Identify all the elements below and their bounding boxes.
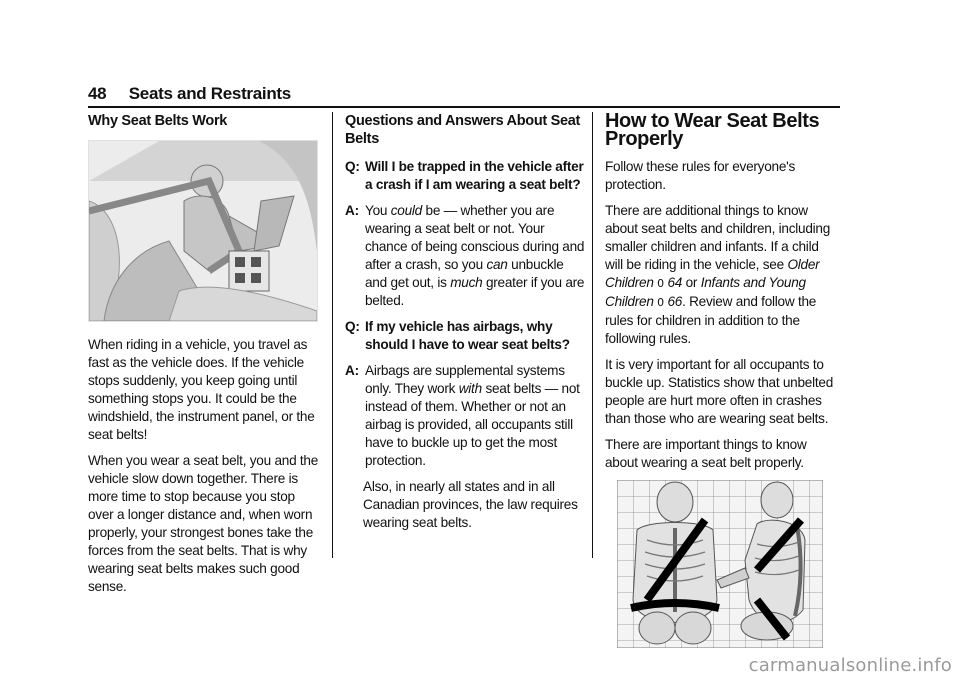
page-ref-icon: 0 xyxy=(657,296,664,309)
column-divider xyxy=(592,112,593,558)
watermark: carmanualsonline.info xyxy=(748,655,952,676)
column-divider xyxy=(332,112,333,558)
answer-tag: A: xyxy=(345,363,359,378)
answer-fragment: unbuckle and get out, is xyxy=(365,257,564,290)
page-number: 48 xyxy=(88,84,107,103)
page-header xyxy=(88,84,840,108)
skeleton-seat-belt-illustration xyxy=(617,480,823,648)
answer-tag: A: xyxy=(345,203,359,218)
question-item xyxy=(345,158,585,194)
section-title: Seats and Restraints xyxy=(128,84,291,103)
answer-item xyxy=(345,202,585,310)
answer-fragment: greater if you are belted. xyxy=(365,275,585,308)
answer-fragment: seat belts — not instead of them. Whether or not an airbag is provided, all occupants still have to buckle up to get the most protection. xyxy=(365,381,580,468)
paragraph: It is very important for all occupants to buckle up. Statistics show that unbelted people are hurt more often in crashes than those who are wearing seat belts. xyxy=(605,357,834,426)
link-page: 64 xyxy=(667,275,683,290)
question-tag: Q: xyxy=(345,319,360,334)
answer-fragment: You xyxy=(365,203,388,218)
answer-emphasis: can xyxy=(486,257,508,272)
column-wear-properly xyxy=(605,112,840,648)
page-ref-icon: 0 xyxy=(657,277,664,290)
answer-fragment: Airbags are supplemental systems only. They work xyxy=(365,363,565,396)
crash-illustration xyxy=(88,140,318,322)
column-questions-answers xyxy=(345,112,585,540)
answer-emphasis: could xyxy=(390,203,422,218)
question-text: Will I be trapped in the vehicle after a crash if I am wearing a seat belt? xyxy=(365,159,584,192)
paragraph-fragment: There are additional things to know about seat belts and children, including smaller children and infants. If a child will be riding in the vehicle, see xyxy=(605,203,831,272)
answer-emphasis: much xyxy=(450,275,483,290)
skeleton-belt-image xyxy=(617,480,823,648)
column-why-seat-belts xyxy=(88,112,320,604)
question-item xyxy=(345,318,585,354)
link-page: 66 xyxy=(667,294,683,309)
heading-questions-answers: Questions and Answers About Seat Belts xyxy=(345,113,581,147)
answer-fragment: be — whether you are wearing a seat belt or not. Your chance of being conscious during and after a crash, so you xyxy=(365,203,585,272)
paragraph-fragment: or xyxy=(685,275,698,290)
answer-text xyxy=(365,202,585,310)
crash-test-dummy-image xyxy=(89,141,317,321)
heading-wear-properly: How to Wear Seat Belts Properly xyxy=(605,110,820,150)
paragraph: There are important things to know about wearing a seat belt properly. xyxy=(605,437,807,470)
heading-why-seat-belts: Why Seat Belts Work xyxy=(88,113,228,129)
question-text: If my vehicle has airbags, why should I have to wear seat belts? xyxy=(365,319,570,352)
answer-item xyxy=(345,362,585,470)
link-text: Infants and Young Children xyxy=(605,275,806,309)
paragraph-children xyxy=(605,202,840,348)
paragraph: Follow these rules for everyone's protection. xyxy=(605,159,796,192)
question-tag: Q: xyxy=(345,159,360,174)
answer-emphasis: with xyxy=(458,381,482,396)
paragraph-fragment: . Review and follow the rules for children in addition to the following rules. xyxy=(605,294,817,346)
answer-continuation: Also, in nearly all states and in all Canadian provinces, the law requires wearing seat belts. xyxy=(363,479,578,530)
link-text: Older Children xyxy=(605,257,820,290)
paragraph: When riding in a vehicle, you travel as fast as the vehicle does. If the vehicle stops suddenly, you keep going until something stops you. It could be the windshield, the instrument panel, or the seat belts! xyxy=(88,337,315,442)
paragraph: When you wear a seat belt, you and the vehicle slow down together. There is more time to stop because you stop over a longer distance and, when worn properly, your strongest bones take the forces from the seat belts. That is why wearing seat belts makes such good sense. xyxy=(88,453,319,594)
answer-text xyxy=(365,362,585,470)
